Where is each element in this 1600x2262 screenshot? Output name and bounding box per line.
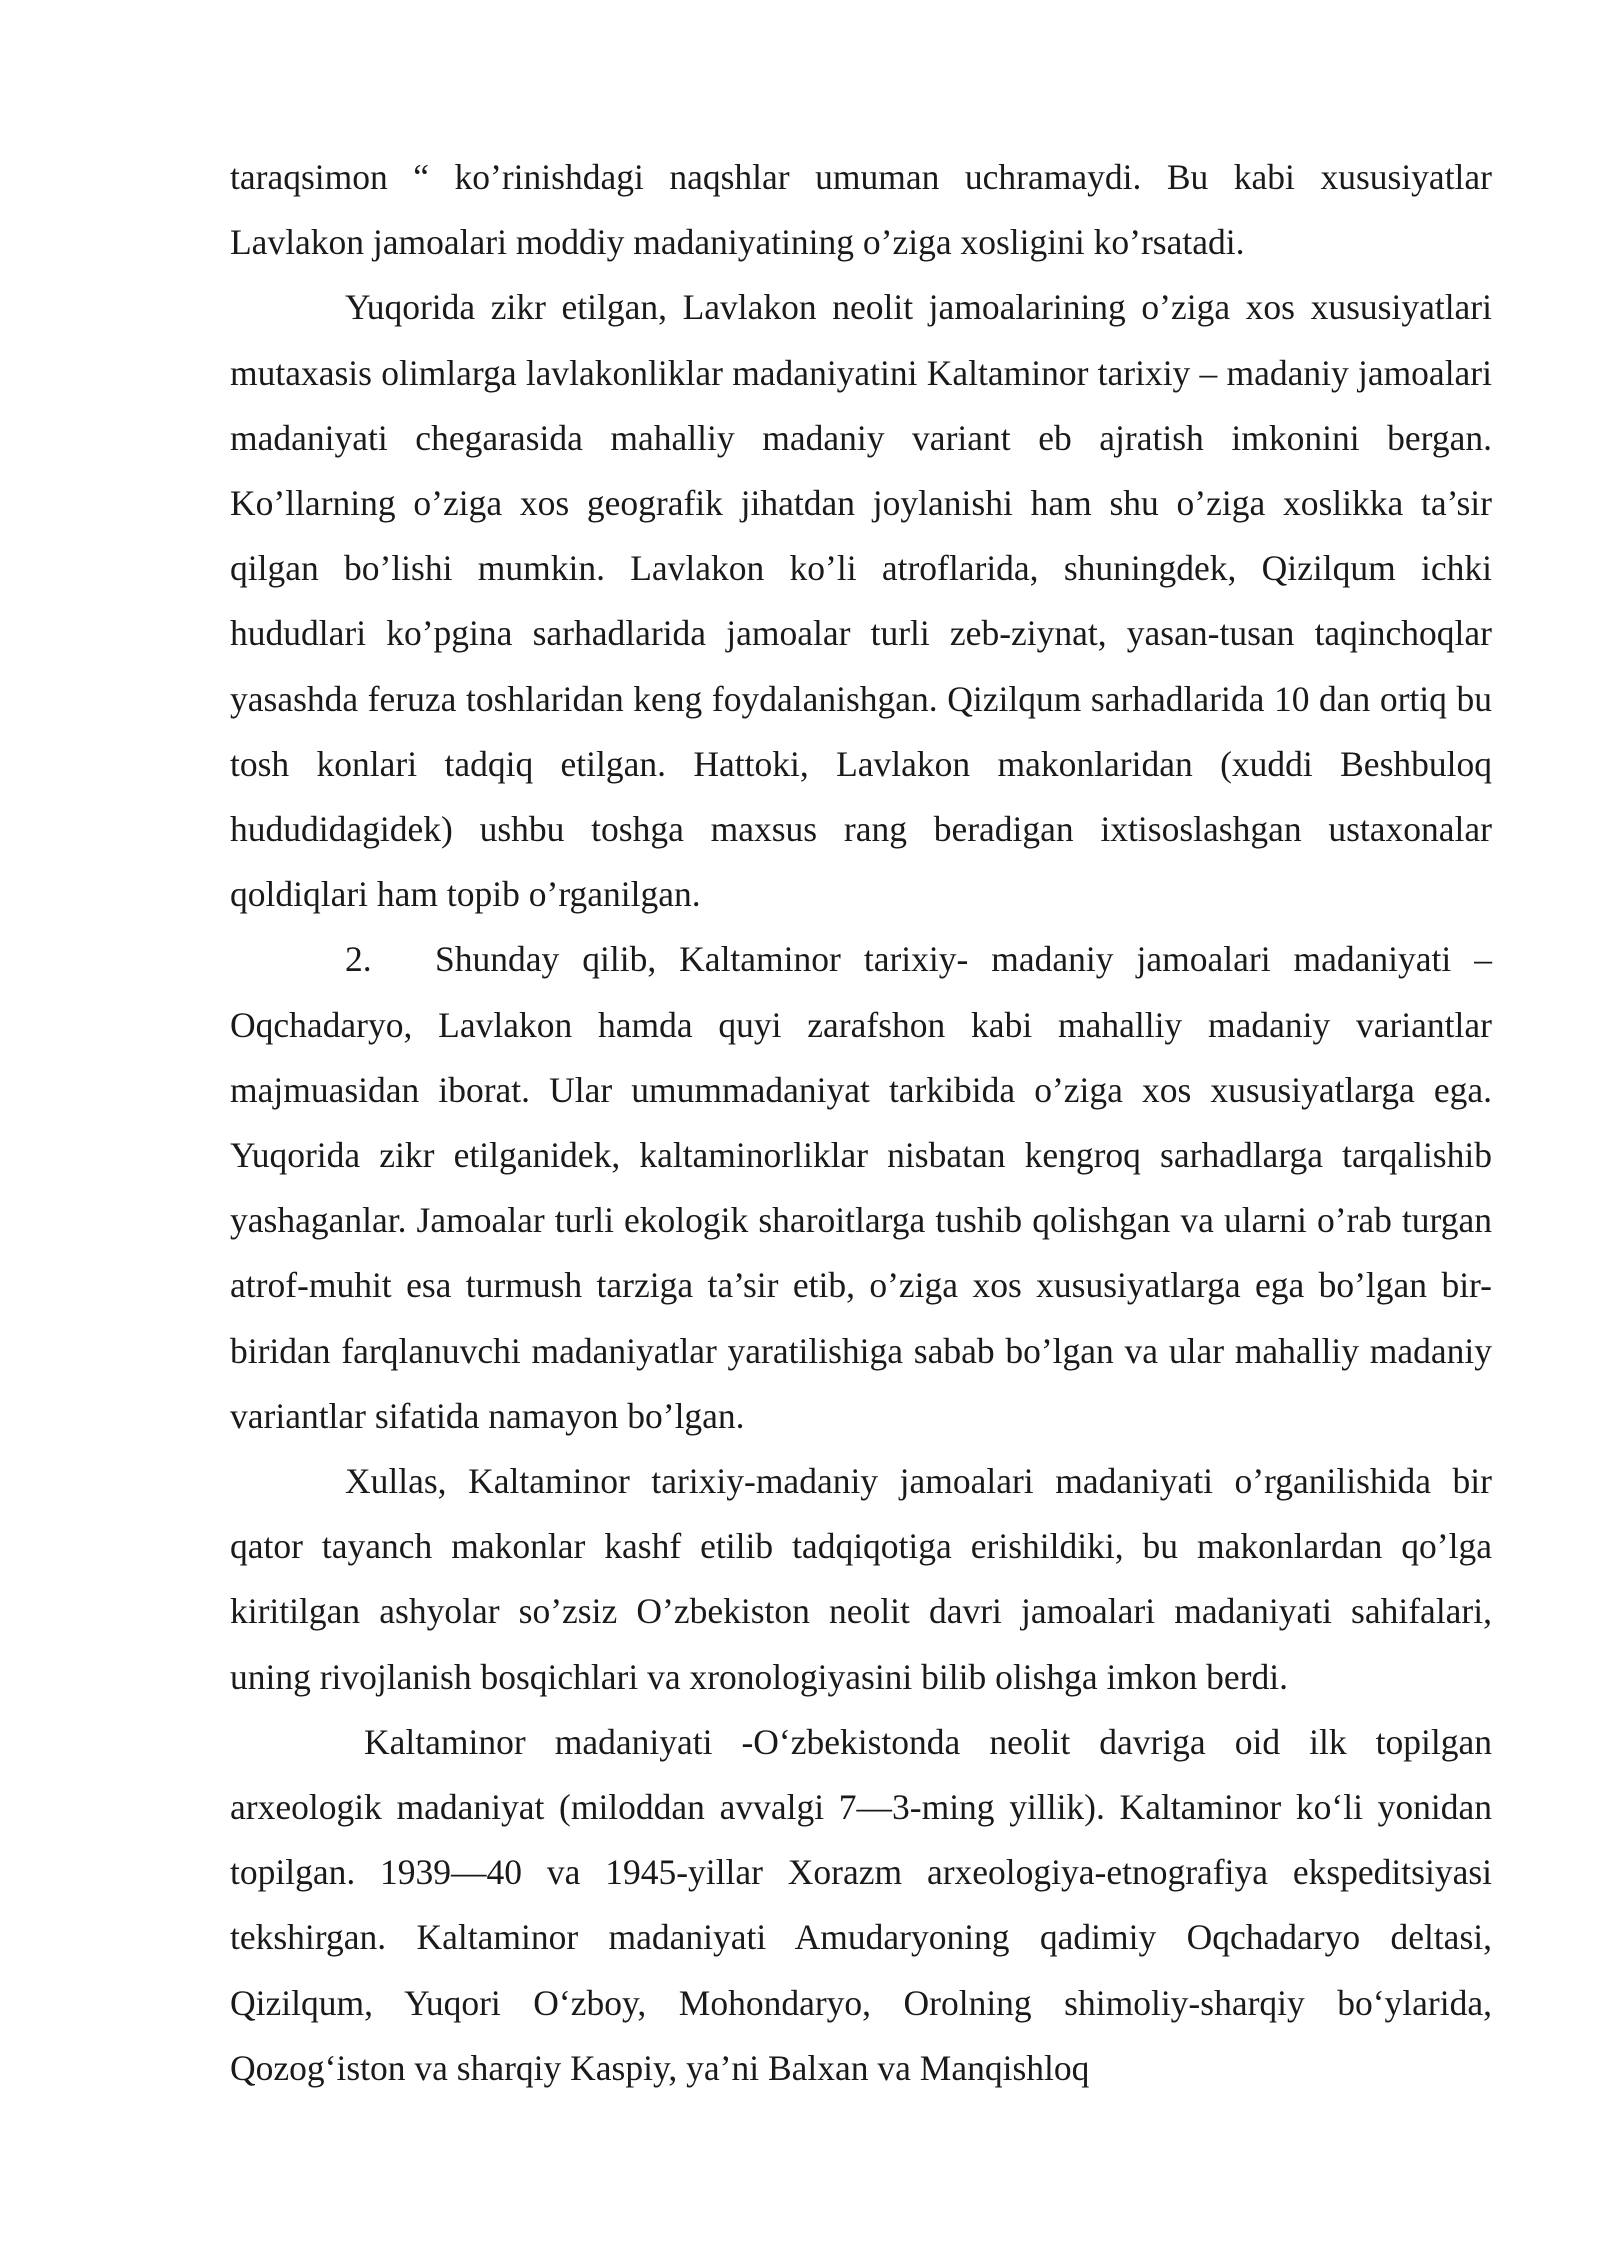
paragraph-number: 2. bbox=[345, 939, 372, 980]
paragraph-lavlakon-features: Yuqorida zikr etilgan, Lavlakon neolit jamoalarining o’ziga xos xususiyatlari mutaxasis olimlarga lavlakonliklar madaniyatini Kaltaminor tarixiy – madaniy jamoalari madaniyati chegarasida mahalliy madaniy variant eb ajratish imkonini bergan. Ko’llarning o’ziga xos geografik jihatdan joylanishi ham shu o’ziga xoslikka ta’sir qilgan bo’lishi mumkin. Lavlakon ko’li atroflarida, shuningdek, Qizilqum ichki hududlari ko’pgina sarhadlarida jamoalar turli zeb-ziynat, yasan-tusan taqinchoqlar yasashda feruza toshlaridan keng foydalanishgan. Qizilqum sarhadlarida 10 dan ortiq bu tosh konlari tadqiq etilgan. Hattoki, Lavlakon makonlaridan (xuddi Beshbuloq hududidagidek) ushbu toshga maxsus rang beradigan ixtisoslashgan ustaxonalar qoldiqlari ham topib o’rganilgan. bbox=[230, 287, 1492, 915]
document-page bbox=[230, 145, 1492, 2101]
paragraph-numbered-text: Shunday qilib, Kaltaminor tarixiy- madaniy jamoalari madaniyati – Oqchadaryo, Lavlakon hamda quyi zarafshon kabi mahalliy madaniy variantlar majmuasidan iborat. Ular umummadaniyat tarkibida o’ziga xos xususiyatlarga ega. Yuqorida zikr etilganidek, kaltaminorliklar nisbatan kengroq sarhadlarga tarqalishib yashaganlar. Jamoalar turli ekologik sharoitlarga tushib qolishgan va ularni o’rab turgan atrof-muhit esa turmush tarziga ta’sir etib, o’ziga xos xususiyatlarga ega bo’lgan bir-biridan farqlanuvchi madaniyatlar yaratilishiga sabab bo’lgan va ular mahalliy madaniy variantlar sifatida namayon bo’lgan. bbox=[230, 939, 1492, 1436]
paragraph-kaltaminor-culture: Kaltaminor madaniyati -O‘zbekistonda neolit davriga oid ilk topilgan arxeologik madaniyat (miloddan avvalgi 7—3-ming yillik). Kaltaminor ko‘li yonidan topilgan. 1939—40 va 1945-yillar Xorazm arxeologiya-etnografiya ekspeditsiyasi tekshirgan. Kaltaminor madaniyati Amudaryoning qadimiy Oqchadaryo deltasi, Qizilqum, Yuqori O‘zboy, Mohondaryo, Orolning shimoliy-sharqiy bo‘ylarida, Qozog‘iston va sharqiy Kaspiy, ya’ni Balxan va Manqishloq bbox=[230, 1721, 1492, 2088]
paragraph-summary: Xullas, Kaltaminor tarixiy-madaniy jamoalari madaniyati o’rganilishida bir qator tayanch makonlar kashf etilib tadqiqotiga erishildiki, bu makonlardan qo’lga kiritilgan ashyolar so’zsiz O’zbekiston neolit davri jamoalari madaniyati sahifalari, uning rivojlanish bosqichlari va xronologiyasini bilib olishga imkon berdi. bbox=[230, 1461, 1492, 1697]
paragraph-continuation: taraqsimon “ ko’rinishdagi naqshlar umuman uchramaydi. Bu kabi xususiyatlar Lavlakon jamoalari moddiy madaniyatining o’ziga xosligini ko’rsatadi. bbox=[230, 157, 1492, 263]
paragraph-numbered-conclusion bbox=[230, 927, 1492, 1449]
